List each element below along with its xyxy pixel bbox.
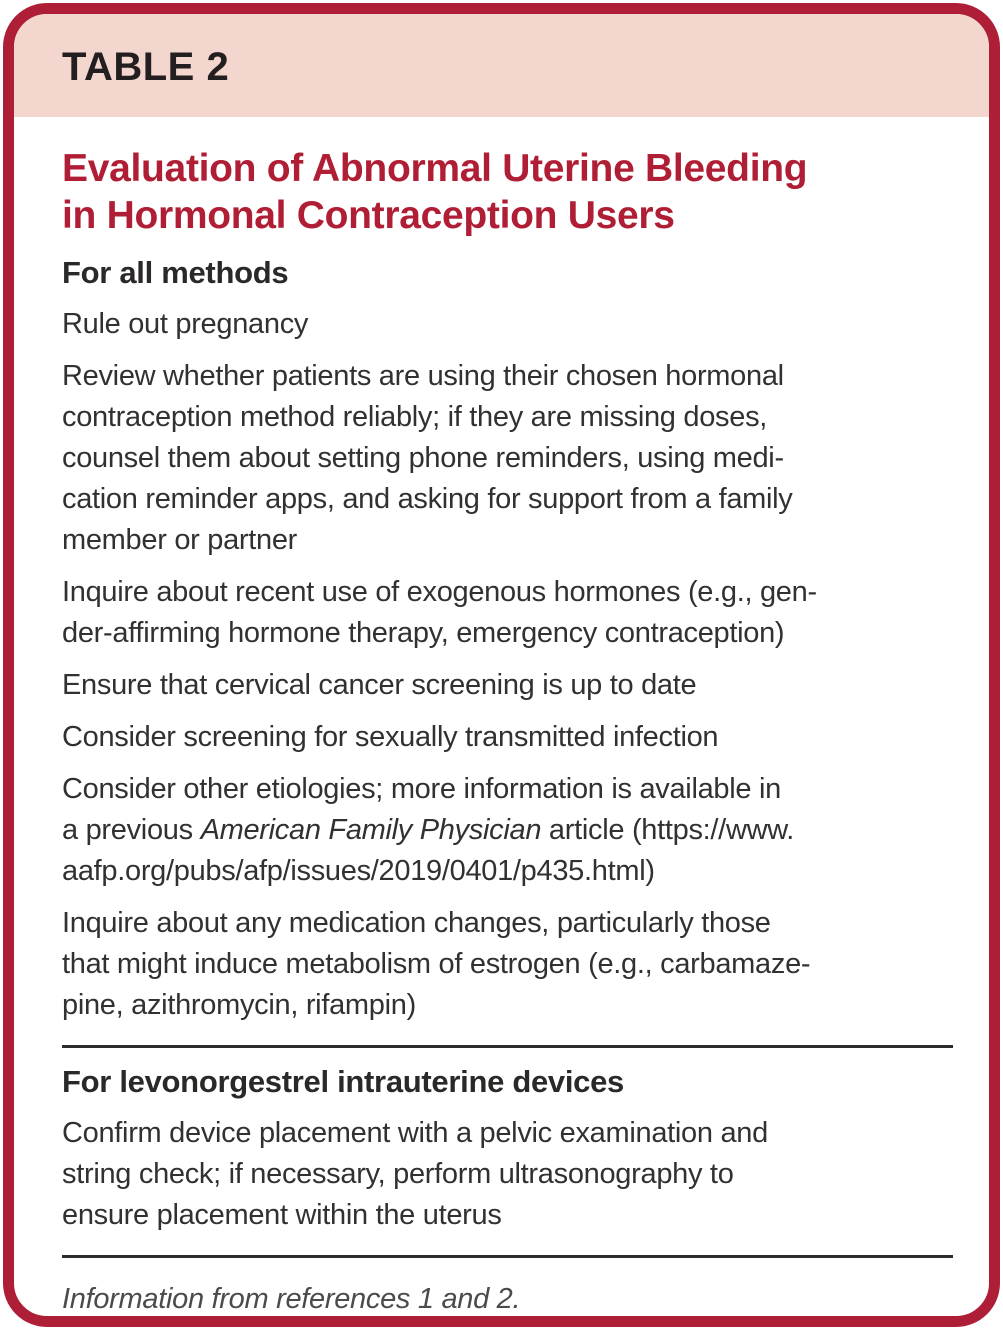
table-item: Inquire about recent use of exogenous hormones (e.g., gen- der-affirming hormone therapy, emergency contraception) <box>62 576 817 649</box>
table-title <box>62 145 953 239</box>
journal-name-italic: American Family Physician <box>200 814 542 846</box>
table-item: Review whether patients are using their chosen hormonal contraception method reliably; if they are missing doses, counsel them about setting phone reminders, using medi- cation reminder apps, and asking for support from a family member or partner <box>62 360 793 556</box>
table-header-band <box>14 14 989 117</box>
table-number-label: TABLE 2 <box>62 45 230 89</box>
table-item: Ensure that cervical cancer screening is up to date <box>62 669 697 701</box>
footnote: Information from references 1 and 2. <box>62 1283 521 1315</box>
table-card <box>3 3 1000 1327</box>
section-heading: For levonorgestrel intrauterine devices <box>62 1064 624 1099</box>
table-item: Confirm device placement with a pelvic examination and string check; if necessary, perform ultrasonography to ensure placement within the uterus <box>62 1117 768 1231</box>
sections <box>62 252 953 1236</box>
section-divider <box>62 1045 953 1048</box>
table-title-line-2: in Hormonal Contraception Users <box>62 194 675 237</box>
table-content <box>14 145 989 1319</box>
table-item: Rule out pregnancy <box>62 308 309 340</box>
table-title-line-1: Evaluation of Abnormal Uterine Bleeding <box>62 147 808 190</box>
table-item: Inquire about any medication changes, particularly those that might induce metabolism of estrogen (e.g., carbamaze- pine, azithromycin, rifampin) <box>62 907 811 1021</box>
section-heading: For all methods <box>62 255 289 290</box>
table-item: Consider other etiologies; more information is available in a previous American Family Physician article (https://www. aafp.org/pubs/afp/issues/2019/0401/p435.html) <box>62 773 795 887</box>
table-item: Consider screening for sexually transmitted infection <box>62 721 719 753</box>
footnote-divider <box>62 1255 953 1258</box>
